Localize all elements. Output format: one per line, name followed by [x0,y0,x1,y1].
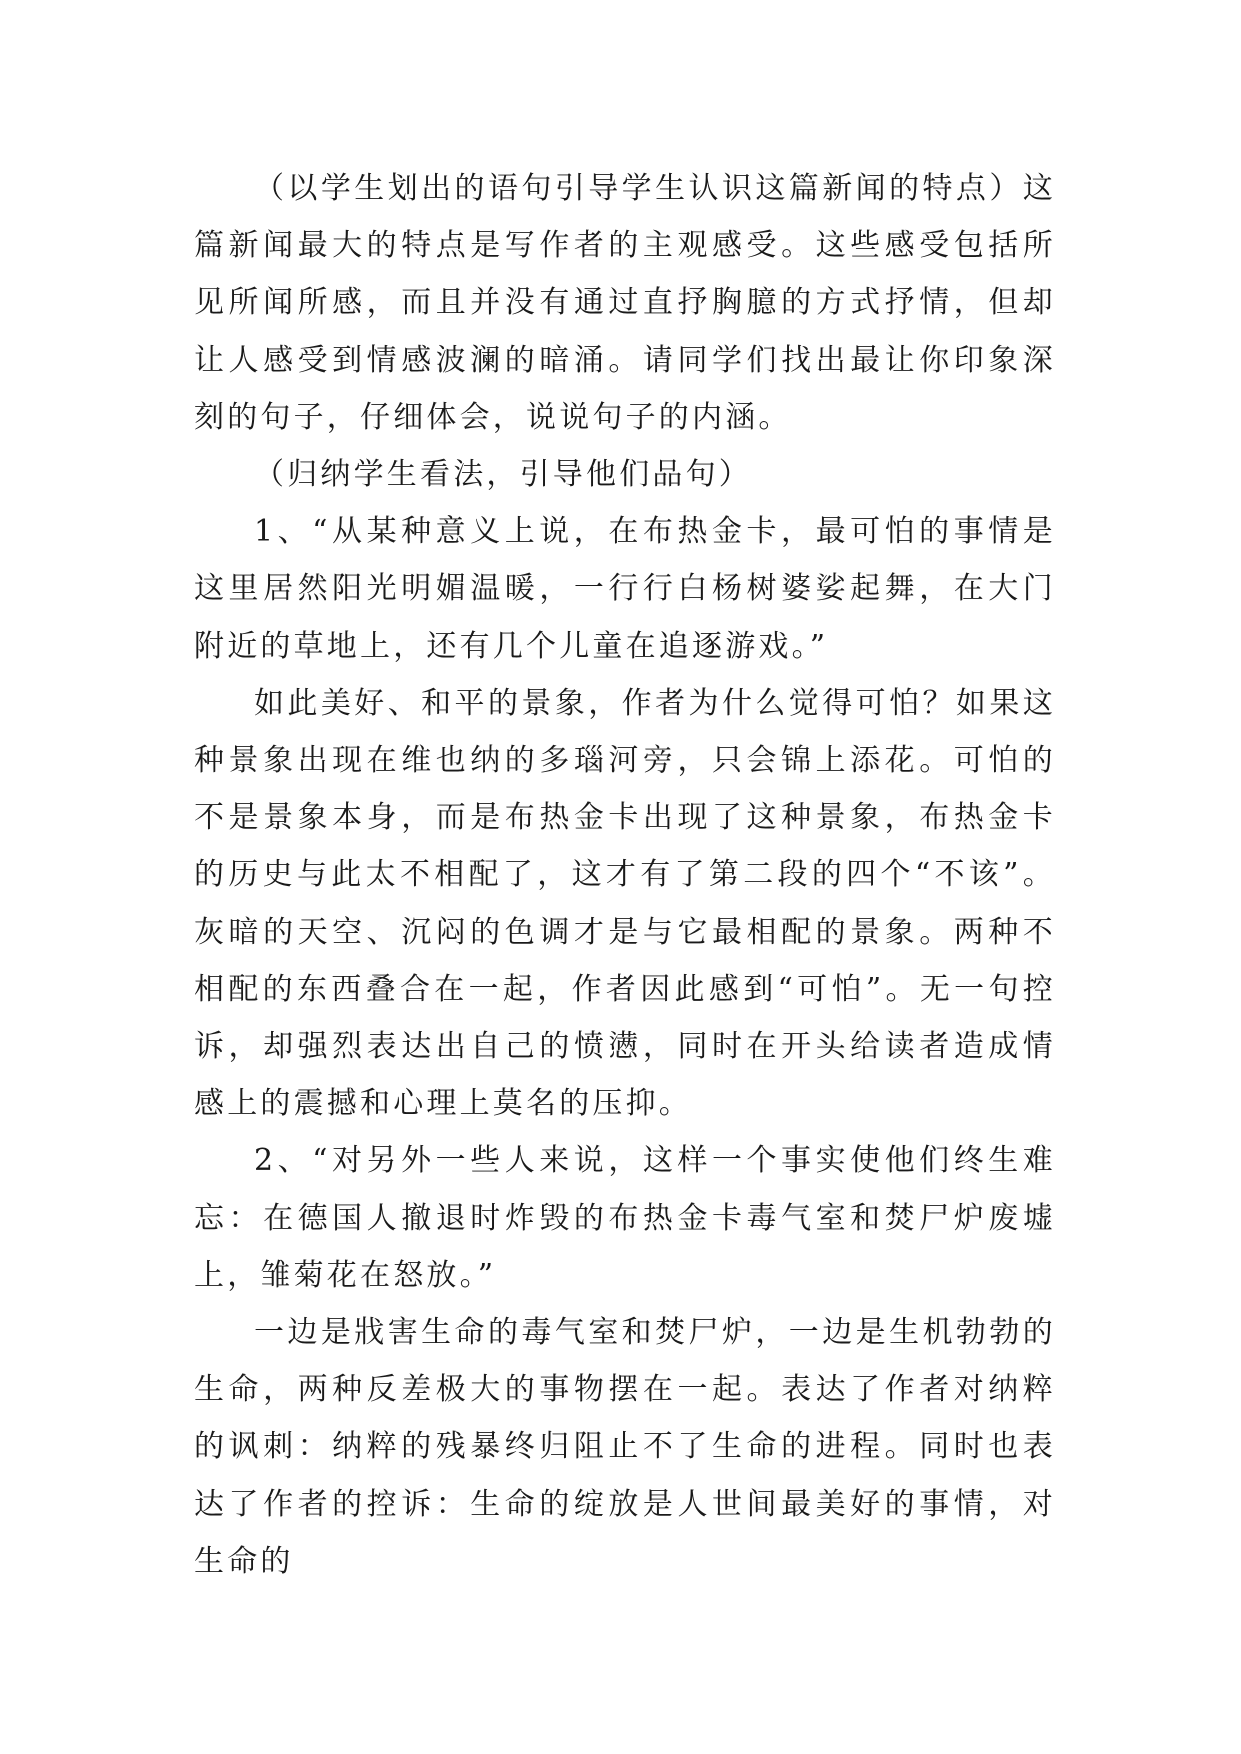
paragraph-quote-2: 2、“对另外一些人来说，这样一个事实使他们终生难忘：在德国人撤退时炸毁的布热金卡毒气室和焚尸炉废墟上，雏菊花在怒放。” [194,1143,1056,1293]
paragraph-summary-note: （归纳学生看法，引导他们品句） [254,457,752,493]
paragraph-analysis-1: 如此美好、和平的景象，作者为什么觉得可怕？如果这种景象出现在维也纳的多瑙河旁，只会锦上添花。可怕的不是景象本身，而是布热金卡出现了这种景象，布热金卡的历史与此太不相配了，这才有了第二段的四个“不该”。灰暗的天空、沉闷的色调才是与它最相配的景象。两种不相配的东西叠合在一起，作者因此感到“可怕”。无一句控诉，却强烈表达出自己的愤懑，同时在开头给读者造成情感上的震撼和心理上莫名的压抑。 [194,685,1056,1122]
paragraph-quote-1: 1、“从某种意义上说，在布热金卡，最可怕的事情是这里居然阳光明媚温暖，一行行白杨树婆娑起舞，在大门附近的草地上，还有几个儿童在追逐游戏。” [194,514,1056,664]
document-body [194,160,1056,1590]
paragraph-analysis-2: 一边是戕害生命的毒气室和焚尸炉，一边是生机勃勃的生命，两种反差极大的事物摆在一起。表达了作者对纳粹的讽刺：纳粹的残暴终归阻止不了生命的进程。同时也表达了作者的控诉：生命的绽放是人世间最美好的事情，对生命的 [194,1315,1056,1579]
paragraph-intro: （以学生划出的语句引导学生认识这篇新闻的特点）这篇新闻最大的特点是写作者的主观感受。这些感受包括所见所闻所感，而且并没有通过直抒胸臆的方式抒情，但却让人感受到情感波澜的暗涌。请同学们找出最让你印象深刻的句子，仔细体会，说说句子的内涵。 [194,171,1056,435]
